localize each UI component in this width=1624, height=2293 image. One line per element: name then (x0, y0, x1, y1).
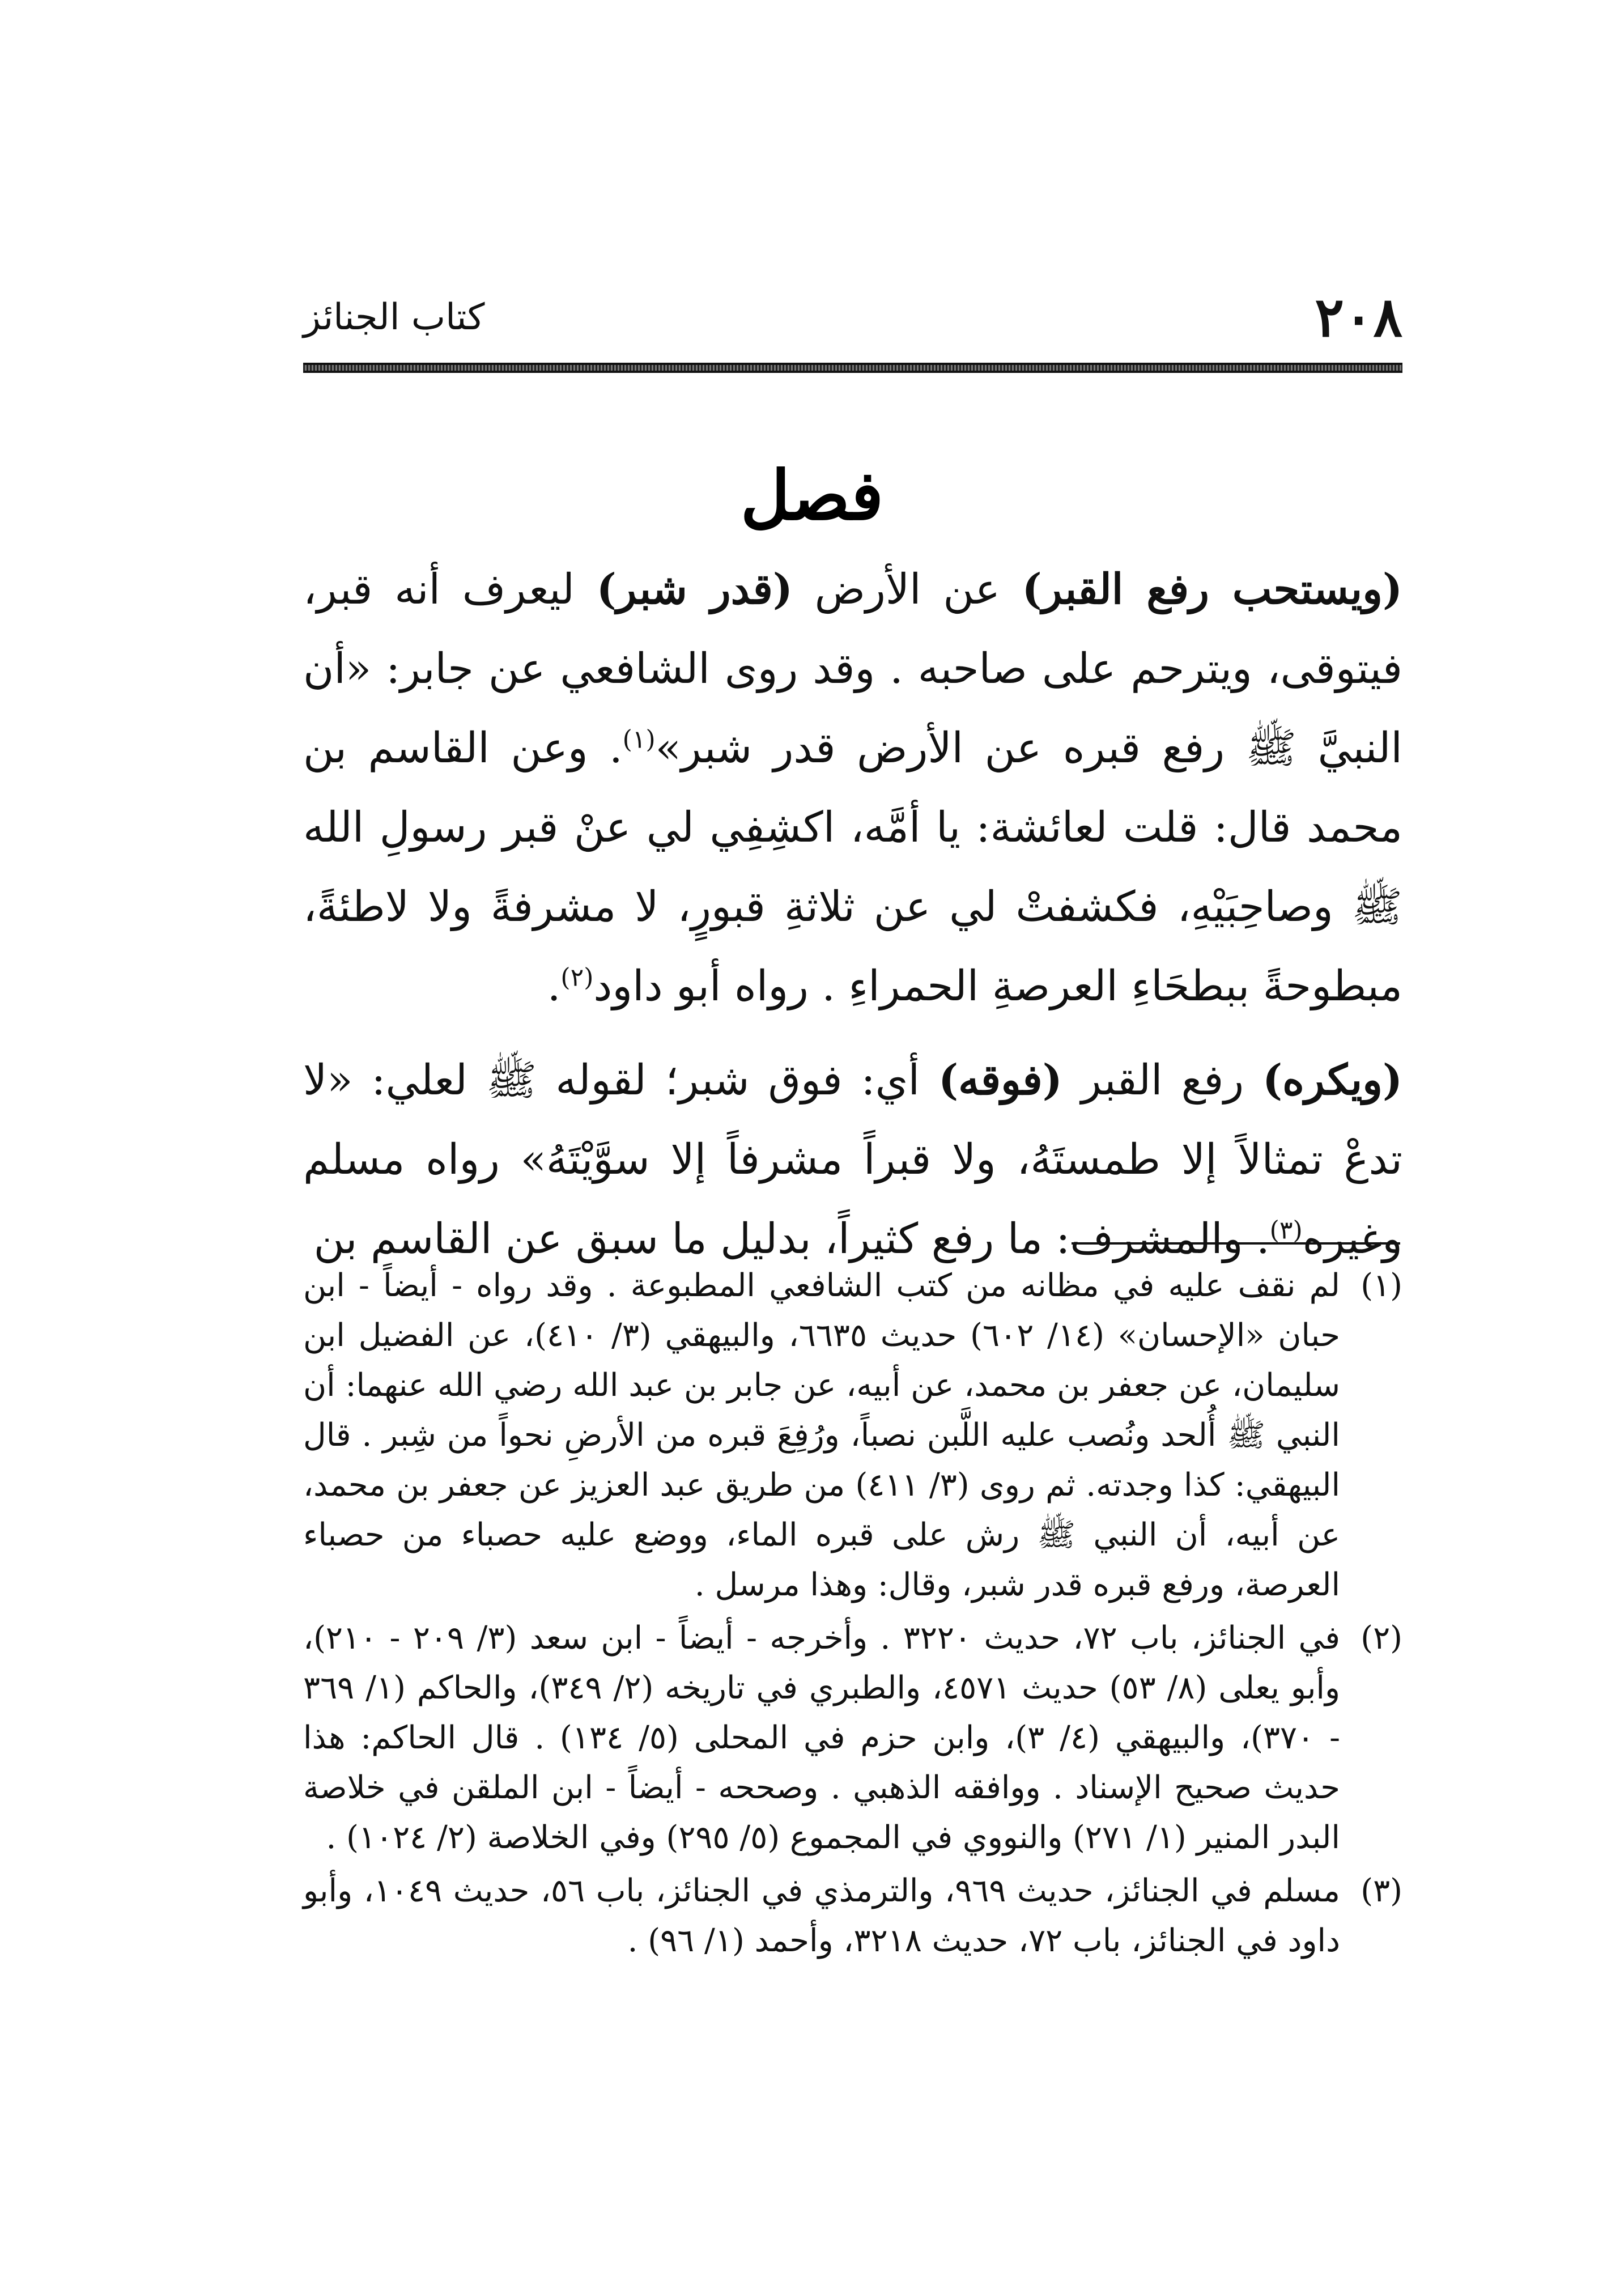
footnote (303, 1613, 1402, 1863)
book-title: كتاب الجنائز (303, 296, 485, 338)
footnote-text: في الجنائز، باب ٧٢، حديث ٣٢٢٠ . وأخرجه - أيضاً - ابن سعد (٣/ ٢٠٩ - ٢١٠)، وأبو يعلى (٨/ ٥٣) حديث ٤٥٧١، والطبري في تاريخه (٢/ ٣٤٩)، والحاكم (١/ ٣٦٩ - ٣٧٠)، والبيهقي (٤/ ٣)، وابن حزم في المحلى (٥/ ١٣٤) . قال الحاكم: هذا حديث صحيح الإسناد . ووافقه الذهبي . وصححه - أيضاً - ابن الملقن في خلاصة البدر المنير (١/ ٢٧١) والنووي في المجموع (٥/ ٢٩٥) وفي الخلاصة (٢/ ١٠٢٤) . (303, 1620, 1341, 1856)
page-number: ٢٠٨ (1315, 285, 1402, 349)
main-text (303, 550, 1402, 1293)
matn-phrase: (ويكره) (1262, 1056, 1402, 1105)
footnote-ref: (٢) (560, 963, 594, 992)
commentary-text: أي: فوق شبر؛ لقوله ﷺ لعلي: «لا تدعْ تمثالاً إلا طمستَهُ، ولا قبراً مشرفاً إلا سوَّيْتَهُ» رواه مسلم وغيره (303, 1056, 1402, 1263)
footnote-number: (٢) (1361, 1620, 1402, 1657)
footnote-separator (1072, 1242, 1400, 1245)
footnote-text: مسلم في الجنائز، حديث ٩٦٩، والترمذي في الجنائز، باب ٥٦، حديث ١٠٤٩، وأبو داود في الجنائز، باب ٧٢، حديث ٣٢١٨، وأحمد (١/ ٩٦) . (303, 1872, 1340, 1959)
footnote-number: (١) (1361, 1267, 1402, 1304)
commentary-text: رفع القبر (1062, 1056, 1263, 1105)
header-rule (303, 363, 1402, 373)
section-heading: فصل (740, 456, 884, 536)
commentary-text: . وعن القاسم بن محمد قال: قلت لعائشة: يا أمَّه، اكشِفِي لي عنْ قبر رسولِ الله ﷺ وصاحِبَيْهِ، فكشفتْ لي عن ثلاثةِ قبورٍ، لا مشرفةً ولا لاطئةً، مبطوحةً ببطحَاءِ العرصةِ الحمراءِ . رواه أبو داود (303, 724, 1402, 1010)
footnotes (303, 1261, 1402, 1969)
footnote-text: لم نقف عليه في مظانه من كتب الشافعي المطبوعة . وقد رواه - أيضاً - ابن حبان «الإحسان» (١٤/ ٦٠٢) حديث ٦٦٣٥، والبيهقي (٣/ ٤١٠)، عن الفضيل ابن سليمان، عن جعفر بن محمد، عن أبيه، عن جابر بن عبد الله رضي الله عنهما: أن النبي ﷺ أُلحد ونُصب عليه اللَّبن نصباً، ورُفِعَ قبره من الأرضِ نحواً من شِبر . قال البيهقي: كذا وجدته. ثم روى (٣/ ٤١١) من طريق عبد العزيز عن جعفر بن محمد، عن أبيه، أن النبي ﷺ رش على قبره الماء، ووضع عليه حصباء من حصباء العرصة، ورفع قبره قدر شبر، وقال: وهذا مرسل . (303, 1267, 1341, 1603)
matn-phrase: (فوقه) (938, 1056, 1062, 1105)
commentary-text: ليعرف أنه قبر، فيتوقى، ويترحم على صاحبه . وقد روى الشافعي عن جابر: «أن النبيَّ ﷺ رفع قبره عن الأرض قدر شبر» (303, 565, 1402, 772)
paragraph-1 (303, 550, 1402, 1026)
matn-phrase: (قدر شبر) (596, 565, 793, 614)
footnote (303, 1261, 1402, 1610)
footnote-ref: (٣) (1269, 1216, 1303, 1245)
commentary-text: . والمشرف: ما رفع كثيراً، بدليل ما سبق عن القاسم بن (313, 1215, 1270, 1263)
matn-phrase: (ويستحب رفع القبر) (1022, 565, 1403, 614)
footnote-ref: (١) (622, 725, 656, 754)
running-header (303, 286, 1402, 349)
footnote (303, 1866, 1402, 1966)
commentary-text: . (547, 962, 561, 1010)
commentary-text: عن الأرض (792, 565, 1022, 614)
footnote-number: (٣) (1361, 1872, 1402, 1909)
